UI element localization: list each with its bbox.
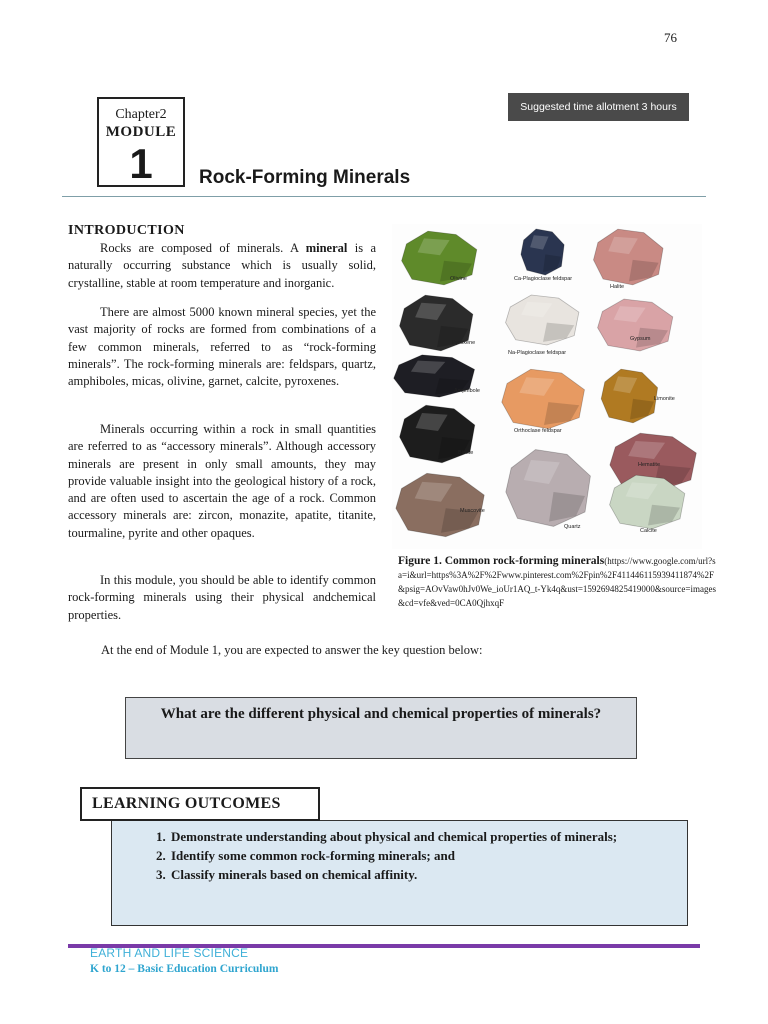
footer-curriculum: K to 12 – Basic Education Curriculum xyxy=(90,963,279,975)
mineral-label: Biotite xyxy=(458,450,474,456)
key-question-box xyxy=(125,697,637,759)
key-question-intro: At the end of Module 1, you are expected to answer the key question below: xyxy=(101,643,483,657)
outcome-text: Classify minerals based on chemical affinity. xyxy=(171,867,418,882)
outcome-item xyxy=(156,827,678,846)
mineral-term: mineral xyxy=(305,241,348,255)
outcome-text: Demonstrate understanding about physical and chemical properties of minerals; xyxy=(171,829,618,844)
learning-outcomes-list xyxy=(156,827,678,884)
module-number: 1 xyxy=(129,140,153,187)
figure-caption xyxy=(398,554,718,610)
p4-text: In this module, you should be able to identify common rock-forming minerals using their physical andchemical properties. xyxy=(68,573,376,622)
module-label: MODULE xyxy=(105,124,177,140)
mineral-label: Orthoclase feldspar xyxy=(514,428,562,434)
key-question-text: What are the different physical and chemical properties of minerals? xyxy=(160,706,602,722)
mineral-label: Olivine xyxy=(450,276,467,282)
mineral-specimen-pyroxene xyxy=(400,295,476,351)
intro-paragraph-4 xyxy=(68,572,376,624)
mineral-specimen-biotite xyxy=(400,405,475,463)
mineral-label: Amphibole xyxy=(454,388,480,394)
module-title: Rock-Forming Minerals xyxy=(199,167,411,188)
mineral-specimen-olivine xyxy=(402,231,477,285)
figure-caption-url: (https://www.google.com/url?sa=i&url=https%3A%2F%2Fwww.pinterest.com%2Fpin%2F411446115939411874%2F&psig=AOvVaw0hJv0We_ioUr1AQ_t-Yk4q&ust=1592694825419000&source=images&cd=vfe&ved=0CA0QjhxqF xyxy=(398,556,716,608)
intro-paragraph-2 xyxy=(68,304,376,390)
outcome-number: 3. xyxy=(156,867,166,882)
learning-outcomes-box xyxy=(111,820,688,926)
outcome-item xyxy=(156,846,678,865)
outcome-text: Identify some common rock-forming minerals; and xyxy=(171,848,455,863)
p2-text: There are almost 5000 known mineral species, yet the vast majority of rocks are formed from combinations of a few common minerals, referred to as “rock-forming minerals”. The rock-forming minerals are: feldspars, quartz, amphiboles, micas, olivine, garnet, calcite, pyroxenes. xyxy=(68,305,376,389)
introduction-heading: INTRODUCTION xyxy=(68,223,185,238)
p1-text-a: Rocks are composed of minerals. A xyxy=(100,241,306,255)
mineral-label: Ca-Plagioclase feldspar xyxy=(514,276,573,282)
mineral-specimen-ca-plagioclase-feldspar xyxy=(514,229,572,282)
intro-paragraph-1 xyxy=(68,240,376,292)
intro-paragraph-3 xyxy=(68,421,376,542)
module-badge xyxy=(97,97,185,187)
outcome-number: 1. xyxy=(156,829,166,844)
mineral-specimen-halite xyxy=(593,229,663,290)
page-number: 76 xyxy=(664,30,677,45)
mineral-label: Limonite xyxy=(654,396,675,402)
mineral-specimen-orthoclase-feldspar xyxy=(502,369,585,434)
figure-caption-title: Figure 1. Common rock-forming minerals xyxy=(398,555,605,567)
chapter-label: Chapter2 xyxy=(115,107,167,122)
mineral-label: Halite xyxy=(610,284,625,290)
minerals-figure xyxy=(392,224,702,549)
learning-outcomes-heading: LEARNING OUTCOMES xyxy=(80,787,320,821)
mineral-specimen-quartz xyxy=(506,450,591,530)
mineral-label: Calcite xyxy=(640,528,657,534)
footer-subject: EARTH AND LIFE SCIENCE xyxy=(90,946,249,960)
outcome-number: 2. xyxy=(156,848,166,863)
time-allotment-badge: Suggested time allotment 3 hours xyxy=(508,93,689,121)
mineral-label: Pyroxene xyxy=(452,340,476,346)
p3-text: Minerals occurring within a rock in small quantities are referred to as “accessory minerals”. Although accessory minerals are present in only small amounts, they may provide valuable insight into the geological history of a rock, and are often used to ascertain the age of a rock. Common accessory minerals are: zircon, monazite, apatite, titanite, tourmaline, pyrite and other opaques. xyxy=(68,422,376,540)
mineral-label: Hematite xyxy=(638,462,661,468)
p1-text-b: is a naturally occurring substance which is usually solid, crystalline, stable at room temperature and inorganic. xyxy=(68,241,376,290)
mineral-specimen-gypsum xyxy=(598,299,673,351)
mineral-specimen-amphibole xyxy=(394,355,480,397)
mineral-specimen-na-plagioclase-feldspar xyxy=(506,295,579,356)
mineral-label: Muscovite xyxy=(460,508,485,514)
title-divider xyxy=(62,196,706,197)
mineral-label: Quartz xyxy=(564,524,581,530)
mineral-specimen-muscovite xyxy=(396,473,485,536)
outcome-item xyxy=(156,865,678,884)
mineral-specimen-limonite xyxy=(601,369,675,423)
mineral-label: Na-Plagioclase feldspar xyxy=(508,350,567,356)
minerals-figure-svg xyxy=(392,224,702,549)
mineral-label: Gypsum xyxy=(630,336,651,342)
